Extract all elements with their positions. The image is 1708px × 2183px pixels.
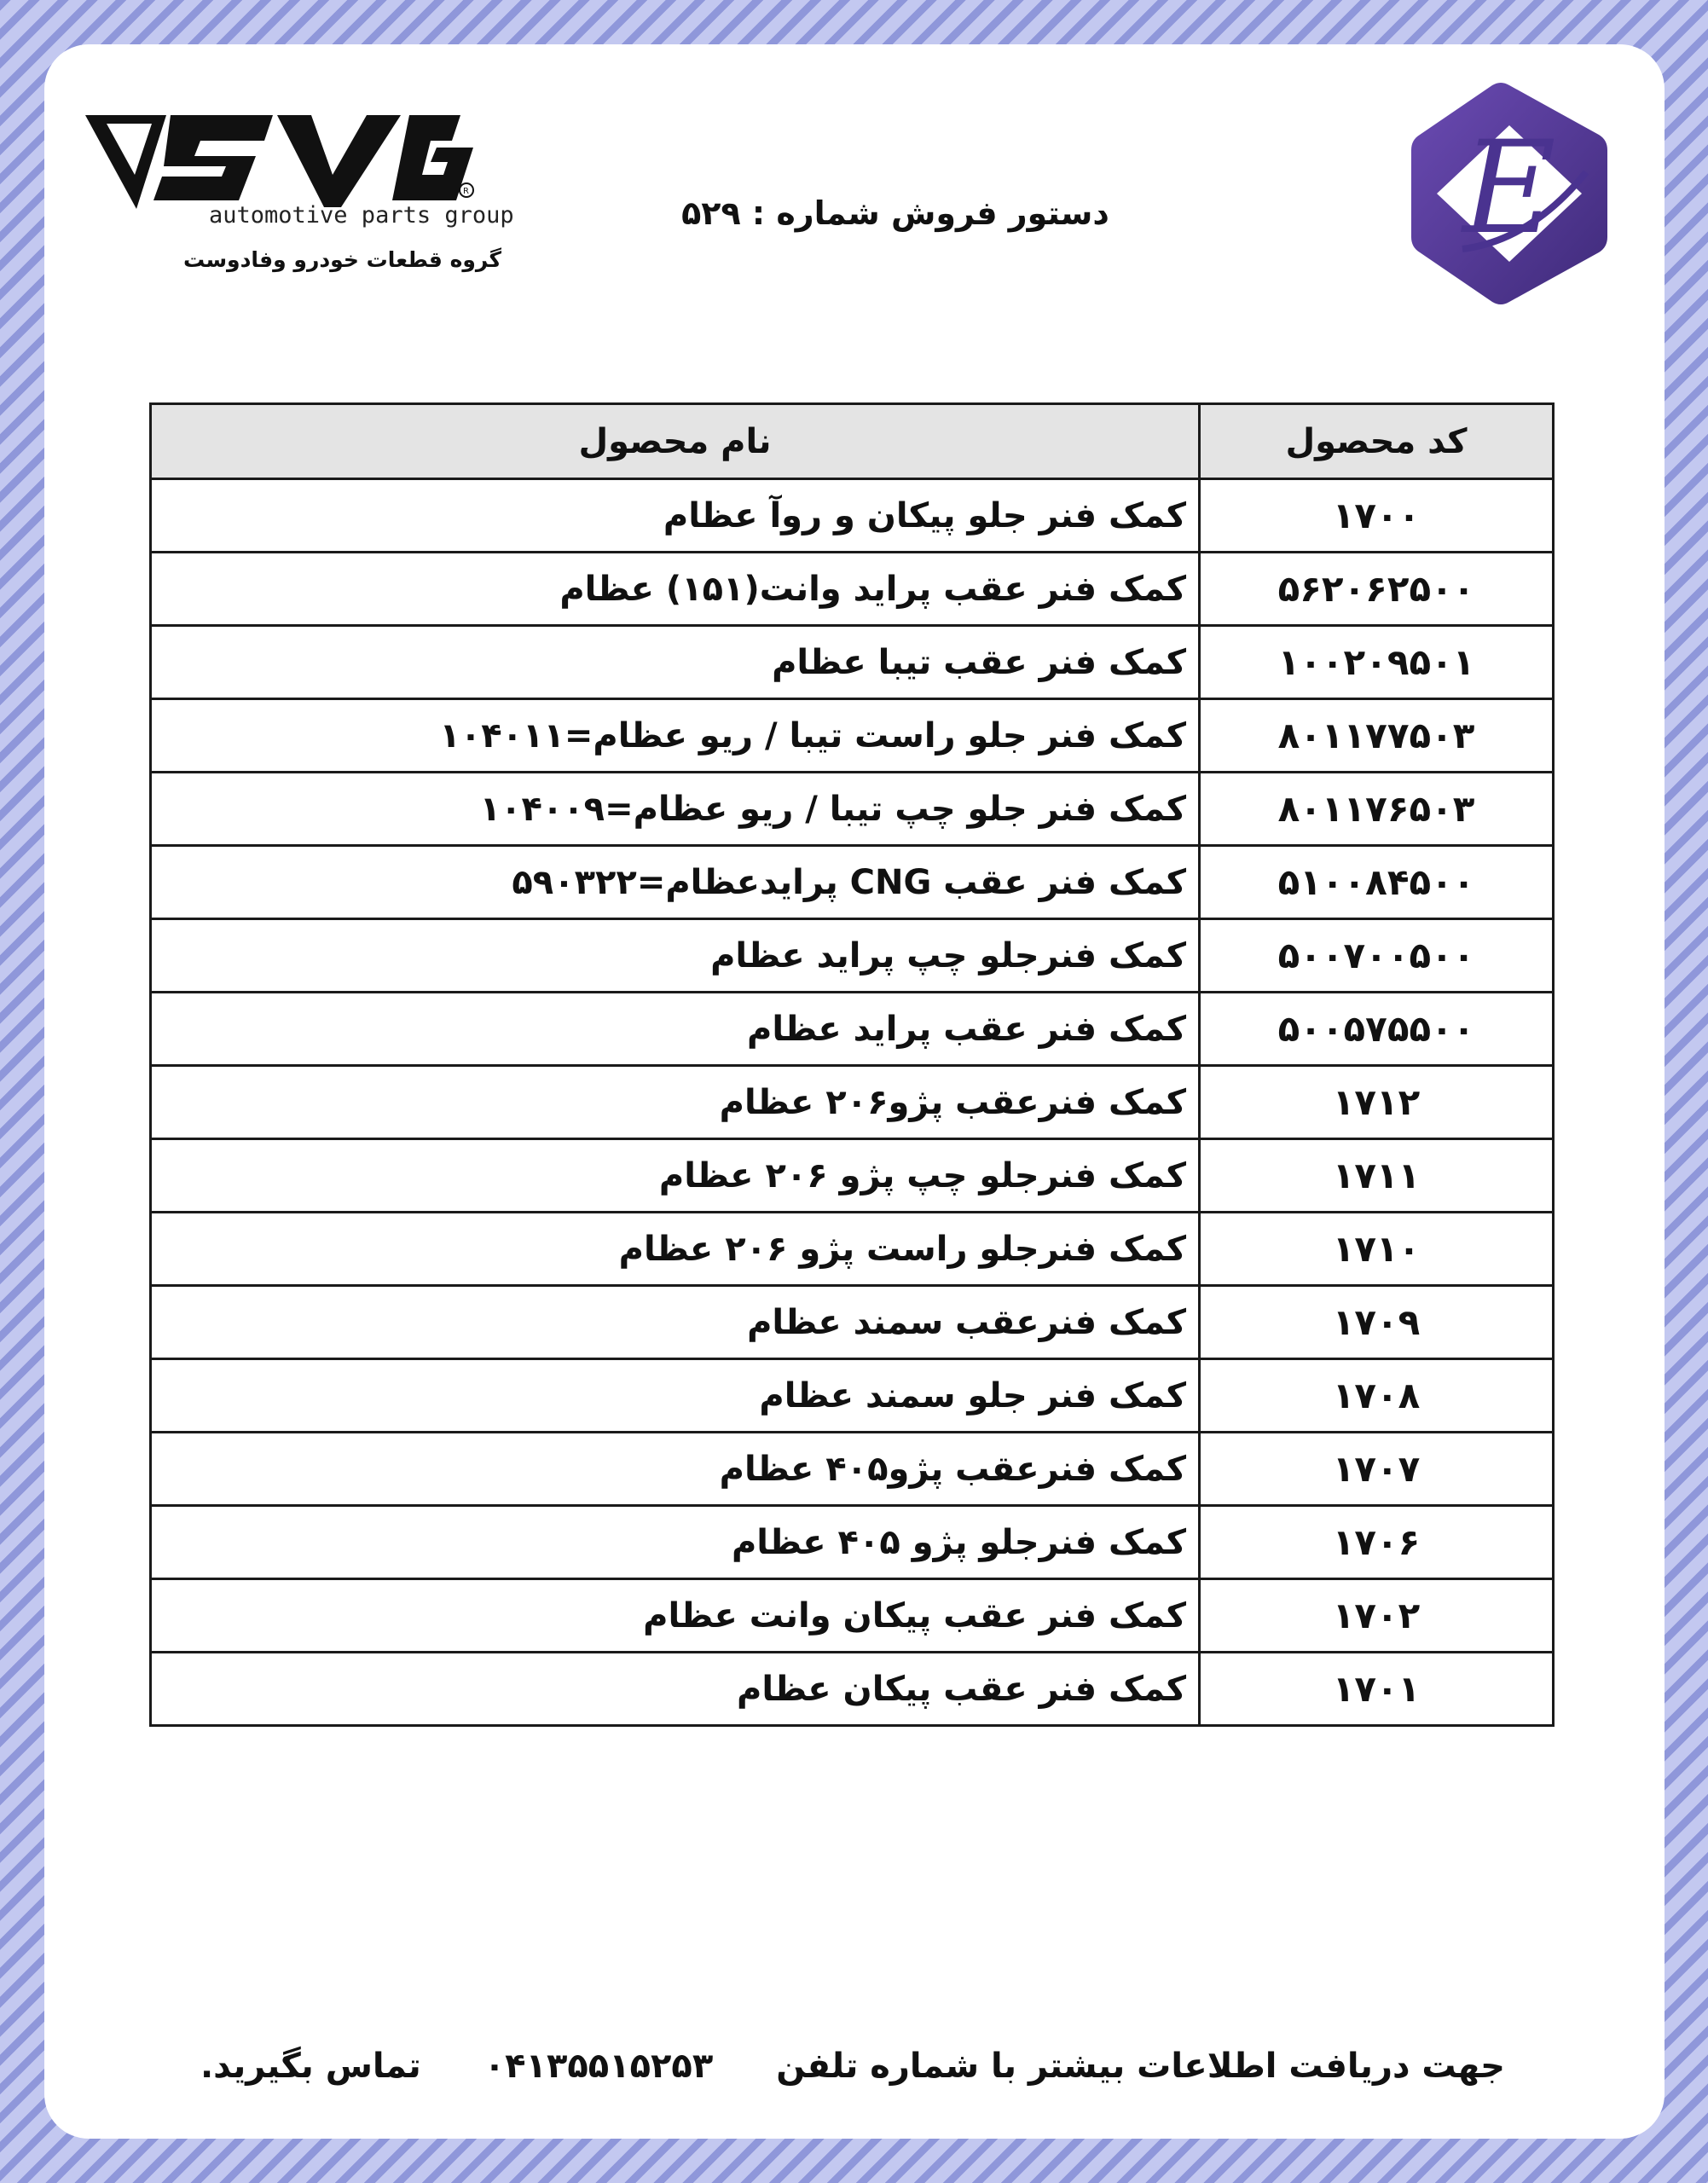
product-name-cell: کمک فنرجلو پژو ۴۰۵ عظام [151,1506,1200,1579]
product-code-cell: ۱۷۰۱ [1200,1653,1554,1726]
product-name-cell: کمک فنرعقب پژو۴۰۵ عظام [151,1433,1200,1506]
table-row [151,1433,1554,1506]
product-code-cell: ۵۶۲۰۶۲۵۰۰ [1200,553,1554,626]
brand-logo-mark [85,107,478,209]
table-row [151,626,1554,699]
product-name-cell: کمک فنر جلو پیکان و روآ عظام [151,479,1200,553]
brand-logo [85,107,514,286]
footer-contact [171,2047,1535,2086]
brand-subtitle: automotive parts group [209,202,514,229]
hexagon-logo-icon [1403,78,1616,309]
table-row [151,846,1554,919]
table-row [151,1213,1554,1286]
table-row [151,993,1554,1066]
table-header-row [151,404,1554,479]
products-table [149,402,1555,1727]
product-code-cell: ۱۷۱۰ [1200,1213,1554,1286]
product-code-cell: ۱۷۰۹ [1200,1286,1554,1359]
product-code-cell: ۱۷۰۲ [1200,1579,1554,1653]
header-product-code: کد محصول [1200,404,1554,479]
product-code-cell: ۱۷۰۶ [1200,1506,1554,1579]
table-row [151,1506,1554,1579]
table-row [151,919,1554,993]
table-row [151,553,1554,626]
table-row [151,1653,1554,1726]
product-name-cell: کمک فنر عقب پراید عظام [151,993,1200,1066]
table-row [151,1066,1554,1139]
product-code-cell: ۱۷۱۱ [1200,1139,1554,1213]
product-name-cell: کمک فنر عقب پراید وانت(۱۵۱) عظام [151,553,1200,626]
table-row [151,1579,1554,1653]
product-code-cell: ۱۷۰۸ [1200,1359,1554,1433]
product-name-cell: کمک فنر عقب پیکان عظام [151,1653,1200,1726]
table-body [151,479,1554,1726]
table-row [151,699,1554,773]
table-row [151,1286,1554,1359]
product-name-cell: کمک فنرعقب پژو۲۰۶ عظام [151,1066,1200,1139]
footer-text-after: تماس بگیرید. [200,2047,421,2086]
product-code-cell: ۱۷۰۰ [1200,479,1554,553]
product-name-cell: کمک فنرعقب سمند عظام [151,1286,1200,1359]
product-name-cell: کمک فنر عقب تیبا عظام [151,626,1200,699]
product-code-cell: ۸۰۱۱۷۶۵۰۳ [1200,773,1554,846]
brand-persian-name: گروه قطعات خودرو وفادوست [183,247,502,272]
table-row [151,1139,1554,1213]
product-name-cell: کمک فنرجلو چپ پراید عظام [151,919,1200,993]
product-name-cell: کمک فنر جلو چپ تیبا / ریو عظام=۱۰۴۰۰۹ [151,773,1200,846]
product-code-cell: ۵۱۰۰۸۴۵۰۰ [1200,846,1554,919]
product-code-cell: ۵۰۰۷۰۰۵۰۰ [1200,919,1554,993]
svg-text:R: R [463,187,469,196]
product-name-cell: کمک فنر جلو سمند عظام [151,1359,1200,1433]
product-code-cell: ۱۷۱۲ [1200,1066,1554,1139]
product-name-cell: کمک فنر جلو راست تیبا / ریو عظام=۱۰۴۰۱۱ [151,699,1200,773]
footer-phone-number: ۰۴۱۳۵۵۱۵۲۵۳ [483,2047,714,2086]
order-title: دستور فروش شماره : ۵۲۹ [681,194,1109,232]
company-hexagon-logo [1403,78,1616,309]
product-code-cell: ۱۷۰۷ [1200,1433,1554,1506]
product-name-cell: کمک فنر عقب CNG پرایدعظام=۵۹۰۳۲۲ [151,846,1200,919]
header-product-name: نام محصول [151,404,1200,479]
product-code-cell: ۵۰۰۵۷۵۵۰۰ [1200,993,1554,1066]
product-name-cell: کمک فنرجلو چپ پژو ۲۰۶ عظام [151,1139,1200,1213]
product-name-cell: کمک فنر عقب پیکان وانت عظام [151,1579,1200,1653]
table-row [151,479,1554,553]
product-name-cell: کمک فنرجلو راست پژو ۲۰۶ عظام [151,1213,1200,1286]
product-code-cell: ۱۰۰۲۰۹۵۰۱ [1200,626,1554,699]
product-code-cell: ۸۰۱۱۷۷۵۰۳ [1200,699,1554,773]
table-row [151,773,1554,846]
footer-text-before: جهت دریافت اطلاعات بیشتر با شماره تلفن [776,2047,1506,2086]
table-row [151,1359,1554,1433]
svg-text:E: E [1462,114,1556,263]
